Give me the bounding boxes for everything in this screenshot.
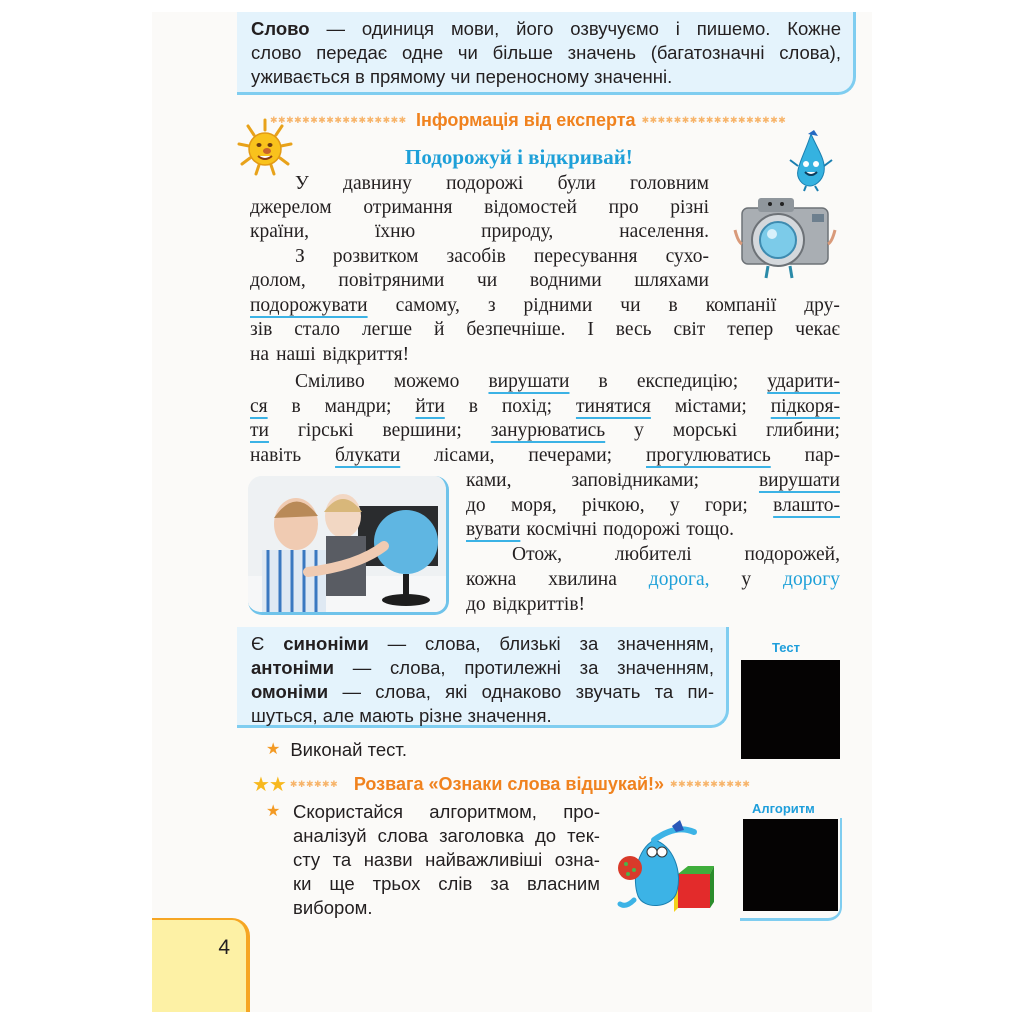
text-line: У давнину подорожі були головним	[295, 173, 709, 194]
term-bold: антоніми	[251, 657, 334, 678]
text-line: Отож, любителі подорожей,	[512, 544, 840, 565]
term-bold: Слово	[251, 18, 310, 39]
decorative-stars: ✱✱✱✱✱✱✱✱✱✱	[670, 779, 751, 789]
task-line: вибором.	[293, 897, 373, 918]
definition-line	[251, 17, 841, 41]
text-line: кожна хвилина дорога, у дорогу	[466, 568, 840, 592]
page-number: 4	[218, 936, 230, 959]
decorative-stars: ✱✱✱✱✱✱✱✱✱✱✱✱✱✱✱✱✱	[270, 115, 407, 125]
story-title: Подорожуй і відкривай!	[405, 145, 633, 169]
game-section-header	[252, 772, 840, 797]
text-line: на наші відкриття!	[250, 344, 410, 365]
definition-line: шуться, але мають різне значення.	[251, 705, 552, 726]
definition-line: омоніми — слова, які однаково звучать та пи-	[251, 681, 714, 702]
task-line: аналізуй слова заголовка до тек-	[293, 825, 600, 846]
text-line: ти гірські вершини; занурюватись у морські глибини;	[250, 420, 840, 441]
blue-creature-with-cube-icon	[614, 816, 714, 912]
text-line: до відкриттів!	[466, 594, 586, 615]
children-with-globe-photo	[248, 476, 449, 615]
section-title: Розвага «Ознаки слова відшукай!»	[353, 774, 665, 794]
section-title: Інформація від експерта	[416, 110, 636, 130]
camera-character-icon	[732, 190, 838, 282]
definition-line: слово передає одне чи більше значень (багатозначні слова),	[251, 42, 841, 63]
expert-section-header	[270, 110, 838, 131]
definition-text: — одиниця мови, його озвучуємо і пишемо. Кожне	[309, 18, 841, 39]
definition-line: Є синоніми — слова, близькі за значенням,	[251, 633, 714, 654]
game-task	[266, 800, 600, 920]
page-number-tab	[152, 918, 250, 1012]
definition-line: антоніми — слова, протилежні за значенням,	[251, 657, 714, 678]
algorithm-qr-label: Алгоритм	[752, 801, 815, 816]
highlighted-word: дорогу	[783, 569, 840, 590]
task-line: Скористайся алгоритмом, про-	[293, 801, 600, 822]
text-line: джерелом отримання відомостей про різні	[250, 197, 709, 218]
term-bold: синоніми	[283, 633, 369, 654]
definition-box-synonyms	[237, 627, 729, 728]
water-drop-character-icon	[788, 128, 834, 192]
underlined-word: подорожувати	[250, 295, 368, 316]
difficulty-stars-icon: ★★	[252, 774, 286, 796]
definition-box-word	[237, 12, 856, 95]
text-line: ся в мандри; йти в похід; тинятися містами; підкоря-	[250, 396, 840, 417]
star-bullet-icon: ★	[266, 803, 281, 820]
sun-character-icon	[236, 116, 294, 180]
highlighted-word: дорога,	[648, 569, 710, 590]
text-line: зів стало легше й безпечніше. І весь світ тепер чекає	[250, 319, 840, 340]
task-text: Виконай тест.	[290, 739, 407, 760]
text-line: навіть блукати лісами, печерами; прогулюватись пар-	[250, 445, 840, 466]
task-line: сту та назви найважливіші озна-	[293, 849, 600, 870]
text-line: Сміливо можемо вирушати в експедицію; ударити-	[295, 371, 840, 392]
text-line: вувати космічні подорожі тощо.	[466, 519, 735, 540]
text-line: З розвитком засобів пересування сухо-	[295, 246, 709, 267]
definition-line: уживається в прямому чи переносному значенні.	[251, 66, 673, 87]
text-line: ками, заповідниками; вирушати	[466, 470, 840, 491]
text-line: країни, їхню природу, населення.	[250, 221, 709, 242]
algorithm-qr-code[interactable]	[743, 819, 838, 911]
decorative-stars: ✱✱✱✱✱✱	[289, 779, 339, 789]
decorative-stars: ✱✱✱✱✱✱✱✱✱✱✱✱✱✱✱✱✱✱	[641, 115, 787, 125]
test-qr-code[interactable]	[741, 660, 840, 759]
star-bullet-icon: ★	[266, 741, 281, 758]
test-task	[266, 738, 407, 762]
term-bold: омоніми	[251, 681, 329, 702]
test-qr-label: Тест	[772, 640, 800, 655]
text-line: до моря, річкою, у гори; влашто-	[466, 495, 840, 516]
task-line: ки ще трьох слів за власним	[293, 873, 600, 894]
text-line: подорожувати самому, з рідними чи в компанії дру-	[250, 294, 840, 318]
text-line: долом, повітряними чи водними шляхами	[250, 270, 709, 291]
